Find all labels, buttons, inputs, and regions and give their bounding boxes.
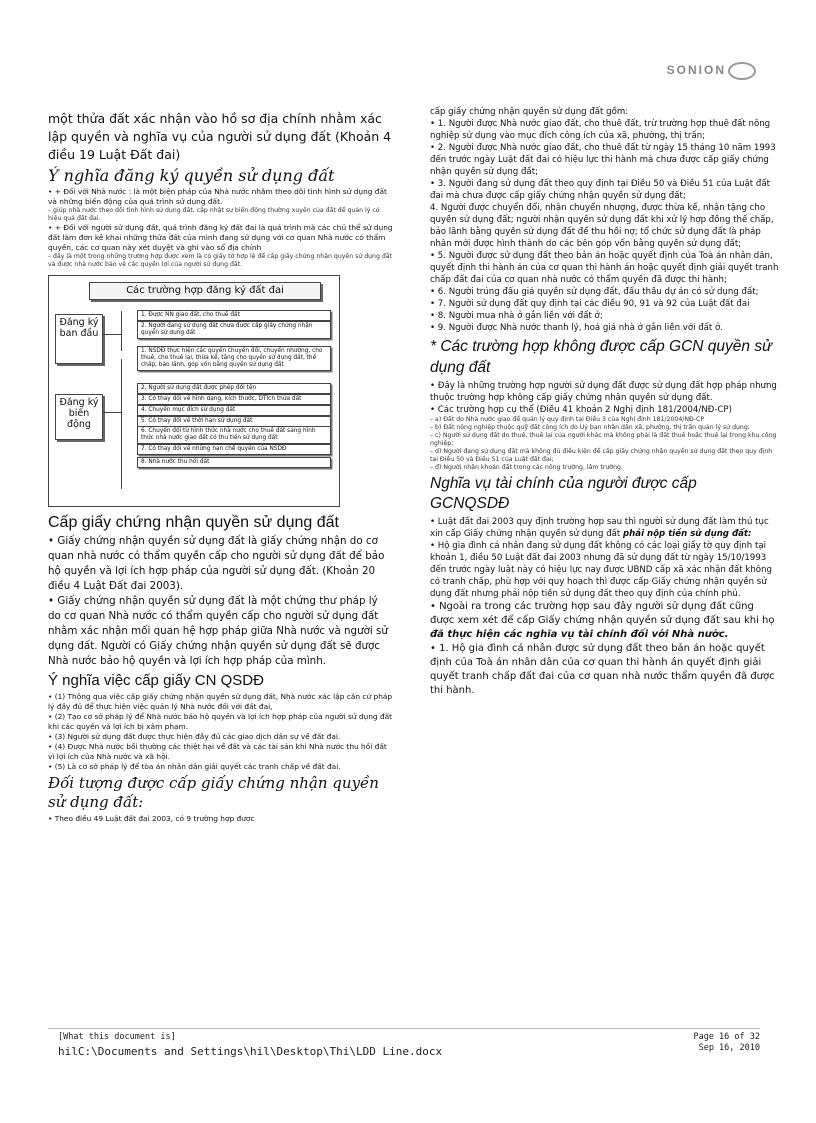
not-eligible-sublist — [430, 416, 780, 472]
connector — [103, 412, 121, 413]
financial-text-1 — [430, 516, 780, 540]
not-eligible-text-2: • Các trường hợp cụ thể (Điều 41 khoản 2 Nghị định 181/2004/NĐ-CP) — [430, 405, 732, 415]
eligible-case-item: 4. Người được chuyển đổi, nhận chuyển nhượng, được thừa kế, nhận tặng cho quyền sử dụng đất; người nhận quyền sử dụng đất khi xử lý hợp đồng thế chấp, bảo lãnh bằng quyền sử dụng đất để thu hồi nợ; tổ chức sử dụng đất là pháp nhân mới được hình thành do các bên góp vốn bằng quyền sử dụng đất; — [430, 203, 774, 249]
left-column — [48, 110, 393, 824]
diagram-change-item: 3. Có thay đổi về hình dạng, kích thước, DTích thửa đất — [137, 394, 331, 405]
eligible-case-item: • 5. Người được sử dụng đất theo bản án hoặc quyết định của Toà án nhân dân, quyết định thi hành án của cơ quan thi hành án hoặc quyết định giải quyết tranh chấp đất đai của cơ quan nhà nước có thẩm quyền đã được thi hành; — [430, 251, 779, 285]
meaning-state-text: • + Đối với Nhà nước : là một biện pháp của Nhà nước nhằm theo dõi tình hình sử dụng đất và những biến động của quá trình sử dụng đất. — [48, 187, 387, 206]
financial-text-1-emph: phải nộp tiền sử dụng đất: — [623, 529, 752, 539]
financial-text-1-main: • Luật đất đai 2003 quy định trường hợp sau thì người sử dụng đất làm thủ tục xin cấp Giấy chứng nhận quyền sử dụng đất — [430, 517, 769, 539]
sonion-logo: SONION — [667, 62, 756, 80]
heading-issue-certificate: Cấp giấy chứng nhận quyền sử dụng đất — [48, 514, 339, 531]
diagram-change-item: 5. Có thay đổi về thời hạn sử dụng đất — [137, 416, 331, 427]
eligible-cases-list — [430, 118, 780, 334]
right-column — [430, 106, 780, 698]
diagram-change-item: 2. Người sử dụng đất được phép đổi tên — [137, 383, 331, 394]
logo-ring-icon — [728, 62, 756, 80]
financial-text-2: • Hộ gia đình cá nhân đang sử dụng đất không có các loại giấy tờ quy định tại khoản 1, điều 50 Luật đất đai 2003 nhưng đã sử dụng đất từ ngày 15/10/1993 đến trước ngày luật này có hiệu lực nay được UBND cấp xã xác nhận đất không có tranh chấp, phù hợp với quy hoạch thì được cấp Giấy chứng nhận quyền sử dụng đất nhưng phải nộp tiền sử dụng đất theo quy định của chính phủ. — [430, 541, 772, 599]
eligible-case-item: • 6. Người trúng đấu giá quyền sử dụng đất, đấu thầu dự án có sử dụng đất; — [430, 287, 759, 297]
footer-file-path: hilC:\Documents and Settings\hil\Desktop\Thi\LDD Line.docx — [58, 1045, 443, 1058]
footer-date: Sep 16, 2010 — [698, 1043, 760, 1053]
eligible-case-item: • 9. Người được Nhà nước thanh lý, hoá giá nhà ở gắn liền với đất ở. — [430, 323, 724, 333]
subjects-intro: • Theo điều 49 Luật đất đai 2003, có 9 trường hợp được — [48, 814, 255, 823]
heading-not-eligible: * Các trường hợp không được cấp GCN quyền sử dụng đất — [430, 338, 772, 376]
eligible-case-item: • 2. Người được Nhà nước giao đất, cho thuê đất từ ngày 15 tháng 10 năm 1993 đến trước ngày Luật đất đai có hiệu lực thi hành mà chưa được cấp giấy chứng nhận quyền sử dụng đất; — [430, 143, 776, 177]
diagram-initial-item: 2. Người đang sử dụng đất chưa được cấp giấy chứng nhận quyền sử dụng đất — [137, 321, 331, 339]
financial-text-3-main: • Ngoài ra trong các trường hợp sau đây người sử dụng đất cũng được xem xét để cấp Giấy chứng nhận quyền sử dụng đất sau khi họ — [430, 601, 775, 626]
issue-def-2: • Giấy chứng nhận quyền sử dụng đất là một chứng thư pháp lý do cơ quan Nhà nước có thẩm quyền cấp cho người sử dụng đất nhằm xác nhận mối quan hệ hợp pháp giữa Nhà nước và người sử dụng đất. Người có Giấy chứng nhận quyền sử dụng đất sẽ được Nhà nước bảo hộ quyền và lợi ích hợp pháp của mình. — [48, 595, 388, 667]
connector — [121, 359, 122, 489]
heading-subjects: Đối tượng được cấp giấy chứng nhận quyền sử dụng đất: — [48, 774, 379, 811]
issue-def-1: • Giấy chứng nhận quyền sử dụng đất là giấy chứng nhận do cơ quan nhà nước có thẩm quyền cấp cho người sử dụng đất để bảo hộ quyền và lợi ích hợp pháp của người sử dụng đất. (Khoản 20 điều 4 Luật Đất đai 2003). — [48, 535, 385, 592]
eligible-case-item: • 8. Người mua nhà ở gắn liền với đất ở; — [430, 311, 603, 321]
diagram-group-initial: Đăng ký ban đầu — [55, 314, 103, 364]
diagram-change-item: 4. Chuyển mục đích sử dụng đất — [137, 405, 331, 416]
eligible-case-item: • 1. Người được Nhà nước giao đất, cho thuê đất, trừ trường hợp thuê đất nông nghiệp sử dụng vào mục đích công ích của xã, phường, thị trấn; — [430, 119, 771, 141]
not-eligible-subitem: – d) Người đang sử dụng đất mà không đủ điều kiện để cấp giấy chứng nhận quyền sử dụng đất theo quy định tại Điều 50 và Điều 51 của Luật đất đai; — [430, 448, 773, 463]
diagram-change-item: 8. Nhà nước thu hồi đất — [137, 457, 331, 468]
diagram-group-change: Đăng ký biến động — [55, 394, 103, 440]
not-eligible-subitem: – c) Người sử dụng đất do thuê, thuê lại của người khác mà không phải là đất thuê hoặc thuê lại trong khu công nghiệp; — [430, 432, 777, 447]
not-eligible-subitem: – b) Đất nông nghiệp thuộc quỹ đất công ích do Uỷ ban nhân dân xã, phường, thị trấn quản lý sử dụng; — [430, 424, 750, 431]
footer-page-number: Page 16 of 32 — [693, 1032, 760, 1042]
issue-meaning-list — [48, 692, 393, 772]
financial-text-3-emph: đã thực hiện các nghĩa vụ tài chính đối với Nhà nước. — [430, 629, 729, 640]
financial-text-4: • 1. Hộ gia đình cá nhân được sử dụng đất theo bản án hoặc quyết định của Toà án nhân dân của cơ quan thi hành án quyết định giải quyết tranh chấp đất đai của cơ quan nhà nước thẩm quyền đã được thi hành. — [430, 643, 775, 696]
left-lead-text: một thửa đất xác nhận vào hồ sơ địa chính nhằm xác lập quyền và nghĩa vụ của người sử dụng đất (Khoản 4 điều 19 Luật Đất đai) — [48, 111, 392, 162]
issue-meaning-item: • (3) Người sử dụng đất được thực hiện đầy đủ các giao dịch dân sự về đất đai. — [48, 732, 341, 741]
registration-cases-diagram — [48, 275, 340, 507]
diagram-change-item: 7. Có thay đổi về những hạn chế quyền của NSDĐ — [137, 444, 331, 455]
diagram-change-item: 1. NSDĐ thực hiện các quyền chuyển đổi, chuyển nhượng, cho thuê, cho thuê lại, thừa kế, tặng cho quyền sử dụng đất, thế chấp, bảo lãnh, góp vốn bằng quyền sử dụng đất — [137, 346, 331, 371]
diagram-change-item: 6. Chuyển đổi từ hình thức nhà nước cho thuê đất sang hình thức nhà nước giao đất có thu tiền sử dụng đất — [137, 426, 331, 444]
cases-intro: cấp giấy chứng nhận quyền sử dụng đất gồm: — [430, 107, 629, 117]
issue-meaning-item: • (5) Là cơ sở pháp lý để tòa án nhân dân giải quyết các tranh chấp về đất đai. — [48, 762, 341, 771]
not-eligible-subitem: – đ) Người nhận khoán đất trong các nông trường, lâm trường. — [430, 464, 623, 471]
diagram-initial-item: 1. Được NN giao đất, cho thuê đất — [137, 310, 331, 321]
footer-rule — [48, 1028, 760, 1029]
issue-meaning-item: • (1) Thông qua việc cấp giấy chứng nhận quyền sử dụng đất, Nhà nước xác lập căn cứ pháp lý đầy đủ để thực hiện việc quản lý Nhà nước đối với đất đai, — [48, 692, 393, 711]
connector — [121, 311, 122, 351]
meaning-state-subtext: – giúp nhà nước theo dõi tình hình sử dụng đất, cập nhật sự biến động thường xuyên của đất để quản lý có hiệu quả đất đai. — [48, 207, 380, 222]
not-eligible-subitem: – a) Đất do Nhà nước giao để quản lý quy định tại Điều 3 của Nghị định 181/2004/NĐ-CP — [430, 416, 705, 423]
meaning-user-text: • + Đối với người sử dụng đất, quá trình đăng ký đất đai là quá trình mà các chủ thể sử dụng đất làm đơn kê khai những thửa đất của mình đang sử dụng với cơ quan Nhà nước có thẩm quyền, các cơ quan này xét duyệt và ghi vào sổ địa chính — [48, 223, 393, 252]
heading-issue-meaning: Ý nghĩa việc cấp giấy CN QSDĐ — [48, 672, 264, 689]
issue-meaning-item: • (4) Được Nhà nước bồi thường các thiệt hại về đất và các tài sản khi Nhà nước thu hồi đất vì lợi ích của Nhà nước và xã hội. — [48, 742, 387, 761]
financial-text-3 — [430, 600, 780, 642]
heading-financial-obligations: Nghĩa vụ tài chính của người được cấp GCNQSDĐ — [430, 475, 697, 512]
footer-doc-label: [What this document is] — [58, 1032, 176, 1042]
diagram-title: Các trường hợp đăng ký đất đai — [89, 282, 321, 300]
eligible-case-item: • 3. Người đang sử dụng đất theo quy định tại Điều 50 và Điều 51 của Luật đất đai mà chưa được cấp giấy chứng nhận quyền sử dụng đất; — [430, 179, 770, 201]
not-eligible-text-1: • Đây là những trường hợp người sử dụng đất được sử dụng đất hợp pháp nhưng thuộc trường hợp không cấp giấy chứng nhận quyền sử dụng đất. — [430, 381, 777, 403]
eligible-case-item: • 7. Người sử dụng đất quy định tại các điều 90, 91 và 92 của Luật đất đai — [430, 299, 750, 309]
connector — [103, 334, 121, 335]
heading-registration-meaning: Ý nghĩa đăng ký quyền sử dụng đất — [48, 166, 335, 185]
issue-meaning-item: • (2) Tạo cơ sở pháp lý để Nhà nước bảo hộ quyền và lợi ích hợp pháp của người sử dụng đất khi các quyền và lợi ích bị xâm phạm. — [48, 712, 393, 731]
meaning-user-subtext: – đây là một trong những trường hợp được xem là có giấy tờ hợp lệ để cấp giấy chứng nhận quyền sử dụng đất và được nhà nước bảo vệ các quyền lợi của người sử dụng đất. — [48, 253, 393, 268]
